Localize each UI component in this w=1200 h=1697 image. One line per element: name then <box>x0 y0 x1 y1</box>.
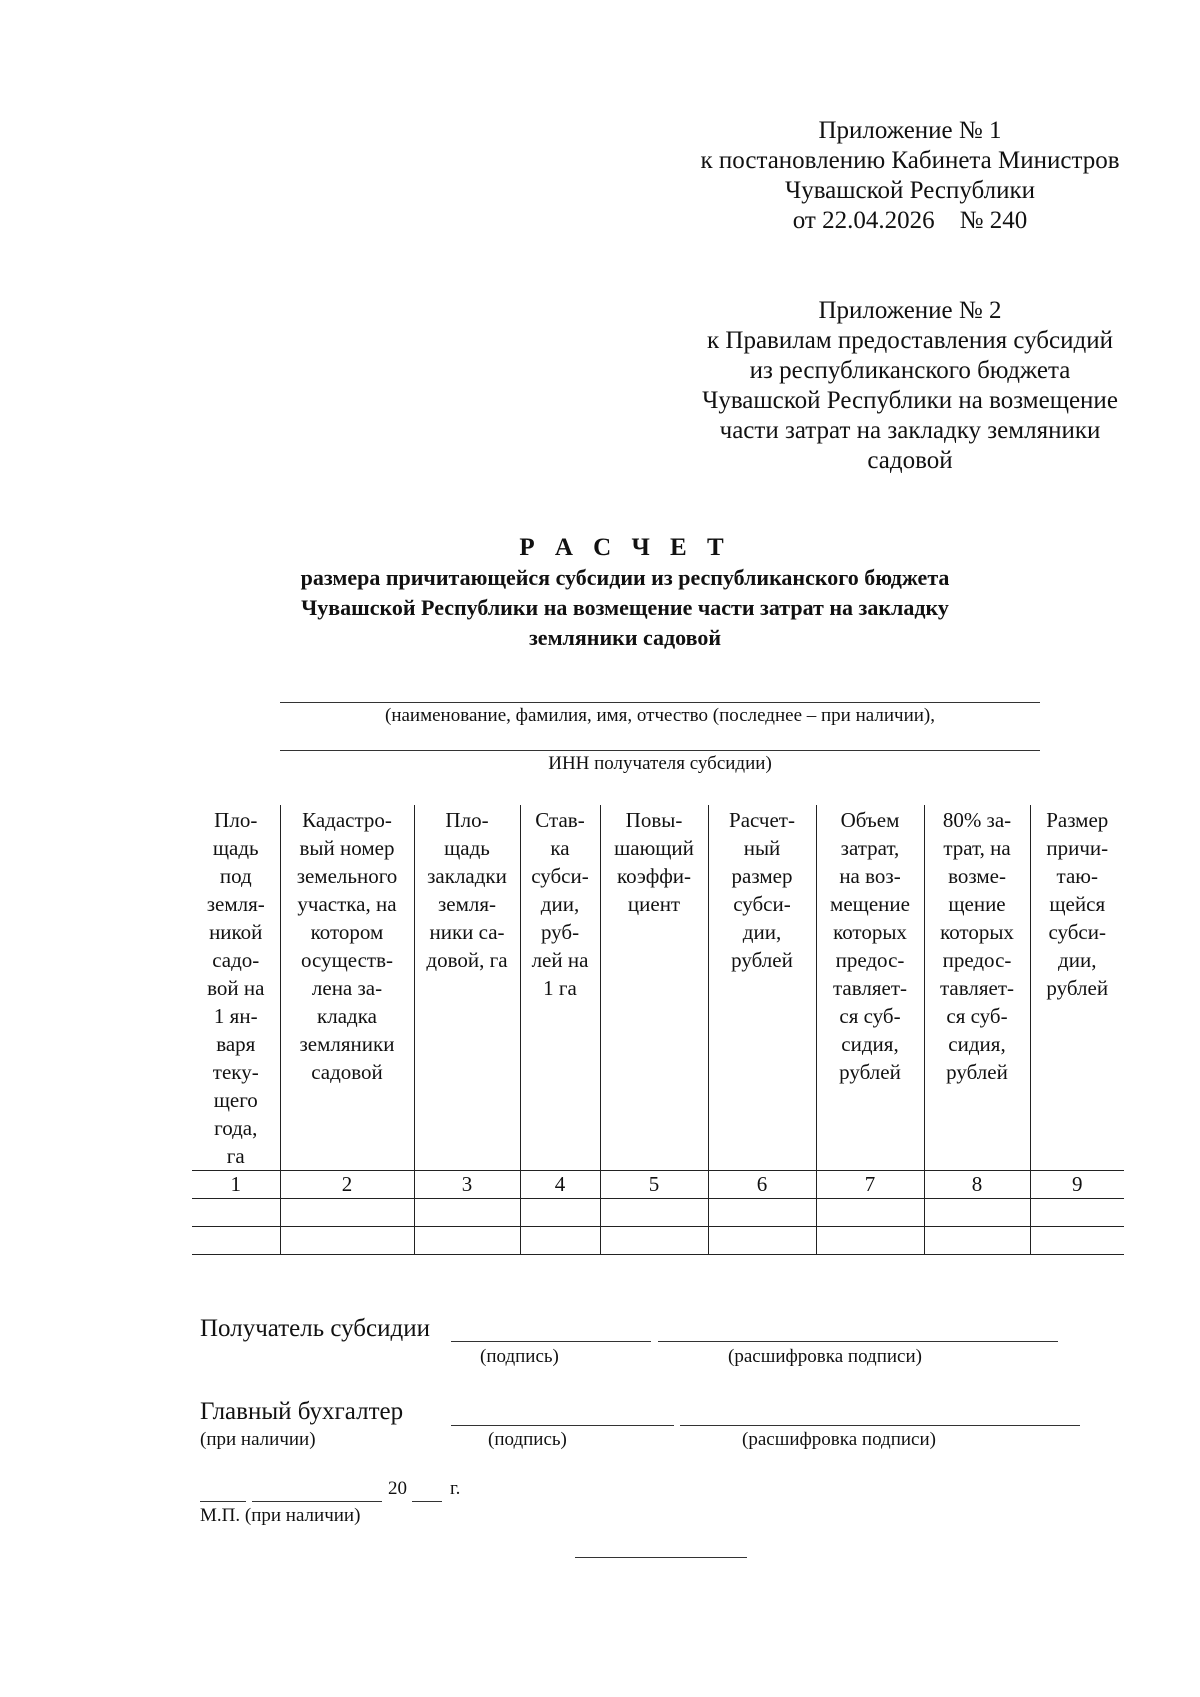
table-cell[interactable] <box>280 1227 414 1255</box>
recipient-name-line[interactable] <box>280 702 1040 703</box>
appendix-2-line: к Правилам предоставления субсидий <box>707 327 1113 354</box>
header-cell-line: Став- <box>535 808 585 832</box>
header-cell-80-percent <box>924 805 1030 1171</box>
header-cell-line: под <box>219 864 252 888</box>
date-year-suffix: г. <box>450 1478 461 1499</box>
header-cell-line: предос- <box>942 948 1012 972</box>
header-cell-line: таю- <box>1056 864 1098 888</box>
appendix-1-line: Приложение № 1 <box>818 117 1002 144</box>
table-row <box>192 1227 1124 1255</box>
header-cell-line: га <box>226 1144 245 1168</box>
appendix-2-line: Чувашской Республики на возмещение <box>702 387 1118 414</box>
calculation-table <box>192 805 1124 1255</box>
header-cell-planting-area <box>414 805 520 1171</box>
header-cell-line: лей на <box>531 948 589 972</box>
header-cell-line: размер <box>731 864 793 888</box>
header-cell-calculated-subsidy <box>708 805 816 1171</box>
header-cell-line: шающий <box>614 836 694 860</box>
table-cell[interactable] <box>816 1227 924 1255</box>
header-cell-coefficient <box>600 805 708 1171</box>
header-cell-line: возме- <box>948 864 1006 888</box>
column-number: 8 <box>924 1171 1030 1199</box>
closing-separator <box>575 1557 747 1558</box>
header-cell-line: вый номер <box>299 836 395 860</box>
recipient-decode-line[interactable] <box>658 1341 1058 1342</box>
header-cell-line: года, <box>214 1116 258 1140</box>
table-cell[interactable] <box>924 1199 1030 1227</box>
date-year-line[interactable] <box>412 1501 442 1502</box>
table-cell[interactable] <box>600 1227 708 1255</box>
header-cell-line: ся суб- <box>946 1004 1008 1028</box>
table-number-row <box>192 1171 1124 1199</box>
table-cell[interactable] <box>520 1199 600 1227</box>
title-sub-line: Чувашской Республики на возмещение части затрат на закладку <box>301 595 949 620</box>
header-cell-line: щейся <box>1049 892 1106 916</box>
header-cell-line: варя <box>216 1032 256 1056</box>
document-title <box>200 533 1050 653</box>
table-row <box>192 1199 1124 1227</box>
header-cell-line: которых <box>833 920 907 944</box>
appendix-2-line: части затрат на закладку земляники <box>719 417 1101 444</box>
recipient-signature-line[interactable] <box>451 1341 651 1342</box>
date-day-line[interactable] <box>200 1501 246 1502</box>
column-number: 1 <box>192 1171 280 1199</box>
recipient-decode-caption: (расшифровка подписи) <box>728 1346 922 1367</box>
header-cell-line: 1 ян- <box>213 1004 258 1028</box>
recipient-caption-1: (наименование, фамилия, имя, отчество (последнее – при наличии), <box>385 705 935 726</box>
header-cell-line: 80% за- <box>942 808 1012 832</box>
table-cell[interactable] <box>816 1199 924 1227</box>
appendix-2-line: Приложение № 2 <box>818 297 1002 324</box>
header-cell-line: сидия, <box>841 1032 899 1056</box>
header-cell-line: земляники <box>299 1032 395 1056</box>
table-cell[interactable] <box>1030 1199 1124 1227</box>
table-header-row <box>192 805 1124 1171</box>
header-cell-line: субси- <box>733 892 791 916</box>
header-cell-line: причи- <box>1046 836 1109 860</box>
accountant-decode-caption: (расшифровка подписи) <box>742 1429 936 1450</box>
table-cell[interactable] <box>414 1199 520 1227</box>
appendix-2-line: из республиканского бюджета <box>749 357 1071 384</box>
header-cell-line: Расчет- <box>729 808 795 832</box>
recipient-inn-line[interactable] <box>280 750 1040 751</box>
accountant-note: (при наличии) <box>200 1429 316 1450</box>
header-cell-line: Кадастро- <box>302 808 392 832</box>
header-cell-line: рублей <box>839 1060 901 1084</box>
header-cell-line: ся суб- <box>839 1004 901 1028</box>
accountant-signature-line[interactable] <box>451 1425 674 1426</box>
header-cell-line: циент <box>627 892 681 916</box>
header-cell-line: никой <box>209 920 263 944</box>
table-cell[interactable] <box>520 1227 600 1255</box>
header-cell-line: руб- <box>540 920 580 944</box>
header-cell-line: рублей <box>946 1060 1008 1084</box>
appendix-1-header <box>600 116 1200 236</box>
header-cell-line: участка, на <box>297 892 397 916</box>
header-cell-line: садо- <box>212 948 260 972</box>
header-cell-area <box>192 805 280 1171</box>
header-cell-line: щадь <box>444 836 490 860</box>
header-cell-line: сидия, <box>948 1032 1006 1056</box>
title-sub-line: размера причитающейся субсидии из республиканского бюджета <box>300 565 950 590</box>
header-cell-line: предос- <box>835 948 905 972</box>
accountant-decode-line[interactable] <box>680 1425 1080 1426</box>
header-cell-line: субси- <box>1048 920 1106 944</box>
header-cell-line: субси- <box>531 864 589 888</box>
header-cell-line: щадь <box>212 836 259 860</box>
column-number: 9 <box>1030 1171 1124 1199</box>
header-cell-line: земля- <box>206 892 265 916</box>
header-cell-line: тавляет- <box>939 976 1015 1000</box>
header-cell-line: рублей <box>731 948 793 972</box>
header-cell-line: щего <box>213 1088 258 1112</box>
table-cell[interactable] <box>192 1199 280 1227</box>
appendix-2-line: садовой <box>867 447 953 474</box>
header-cell-cadastral <box>280 805 414 1171</box>
header-cell-line: ники са- <box>429 920 505 944</box>
appendix-2-header <box>600 296 1200 476</box>
header-cell-line: щение <box>948 892 1006 916</box>
header-cell-line: земля- <box>437 892 497 916</box>
header-cell-line: рублей <box>1046 976 1109 1000</box>
table-cell[interactable] <box>600 1199 708 1227</box>
table-cell[interactable] <box>414 1227 520 1255</box>
header-cell-line: коэффи- <box>616 864 692 888</box>
title-sub-line: земляники садовой <box>528 625 722 650</box>
recipient-sign-caption: (подпись) <box>480 1346 559 1367</box>
header-cell-line: Повы- <box>625 808 683 832</box>
header-cell-line: довой, га <box>426 948 508 972</box>
header-cell-costs <box>816 805 924 1171</box>
accountant-sign-caption: (подпись) <box>488 1429 567 1450</box>
column-number: 7 <box>816 1171 924 1199</box>
date-month-line[interactable] <box>252 1501 382 1502</box>
recipient-signature-label: Получатель субсидии <box>200 1315 430 1342</box>
table-cell[interactable] <box>708 1227 816 1255</box>
header-cell-line: осуществ- <box>301 948 393 972</box>
header-cell-line: затрат, <box>840 836 900 860</box>
header-cell-line: садовой <box>311 1060 383 1084</box>
appendix-1-line: от 22.04.2026 № 240 <box>792 207 1028 234</box>
column-number: 6 <box>708 1171 816 1199</box>
header-cell-line: Объем <box>840 808 900 832</box>
appendix-1-line: к постановлению Кабинета Министров <box>700 147 1120 174</box>
header-cell-line: закладки <box>427 864 507 888</box>
header-cell-line: ный <box>743 836 781 860</box>
header-cell-line: земельного <box>296 864 398 888</box>
header-cell-line: ка <box>550 836 570 860</box>
header-cell-line: вой на <box>207 976 265 1000</box>
column-number: 2 <box>280 1171 414 1199</box>
appendix-1-line: Чувашской Республики <box>784 177 1036 204</box>
stamp-label: М.П. (при наличии) <box>200 1505 361 1526</box>
table-cell[interactable] <box>280 1199 414 1227</box>
header-cell-line: Размер <box>1046 808 1109 832</box>
table-cell[interactable] <box>708 1199 816 1227</box>
header-cell-line: 1 га <box>543 976 577 1000</box>
header-cell-line: дии, <box>540 892 580 916</box>
header-cell-rate <box>520 805 600 1171</box>
header-cell-line: которых <box>940 920 1014 944</box>
header-cell-line: кладка <box>317 1004 377 1028</box>
column-number: 5 <box>600 1171 708 1199</box>
header-cell-line: котором <box>310 920 384 944</box>
header-cell-line: дии, <box>742 920 782 944</box>
header-cell-line: мещение <box>830 892 910 916</box>
date-year-prefix: 20 <box>388 1478 407 1499</box>
column-number: 3 <box>414 1171 520 1199</box>
table-cell[interactable] <box>924 1227 1030 1255</box>
title-main: Р А С Ч Е Т <box>519 534 731 561</box>
header-cell-line: Пло- <box>445 808 489 832</box>
header-cell-line: трат, на <box>943 836 1011 860</box>
table-cell[interactable] <box>192 1227 280 1255</box>
header-cell-line: Пло- <box>214 808 258 832</box>
header-cell-line: тавляет- <box>832 976 908 1000</box>
recipient-caption-2: ИНН получателя субсидии) <box>548 753 772 774</box>
header-cell-line: на воз- <box>839 864 901 888</box>
header-cell-line: теку- <box>212 1060 259 1084</box>
header-cell-due-subsidy <box>1030 805 1124 1171</box>
column-number: 4 <box>520 1171 600 1199</box>
header-cell-line: лена за- <box>311 976 383 1000</box>
accountant-label: Главный бухгалтер <box>200 1398 404 1425</box>
table-cell[interactable] <box>1030 1227 1124 1255</box>
header-cell-line: дии, <box>1058 948 1097 972</box>
